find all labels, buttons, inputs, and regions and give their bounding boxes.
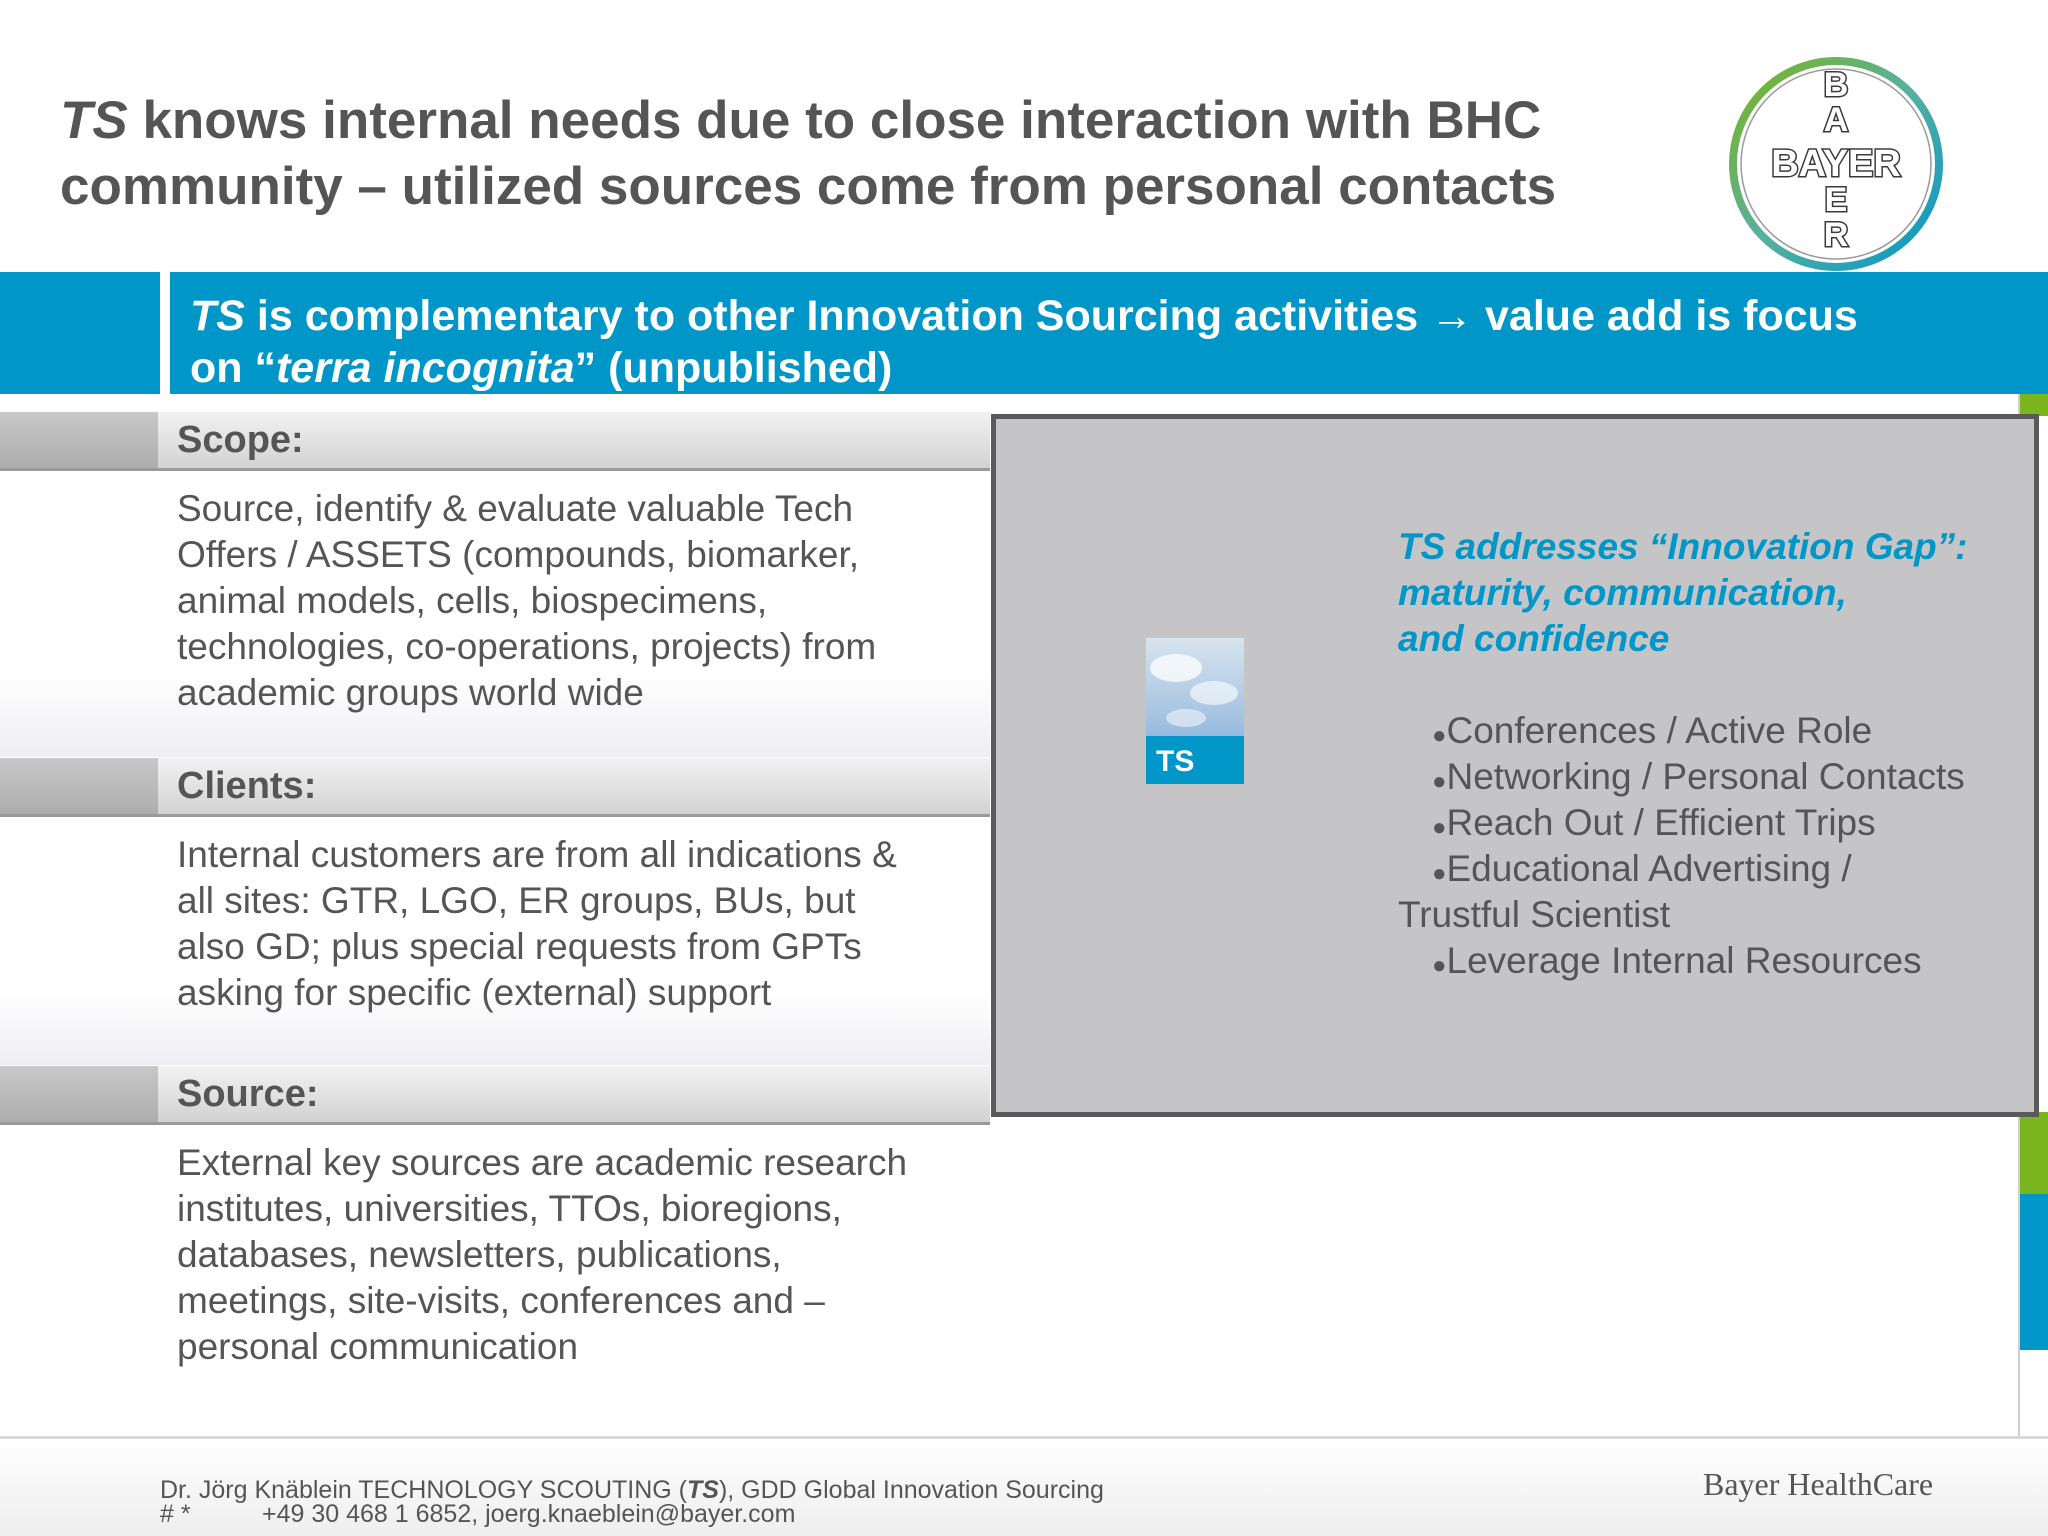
edge-accent-green [2020,1112,2048,1194]
banner-terra-incognita: terra incognita [275,344,575,392]
clients-line: Internal customers are from all indications & [177,834,897,875]
logo-word-bayer: BAYER [1771,143,1901,185]
title-line1: knows internal needs due to close interaction with BHC [127,91,1542,150]
banner-part2-post: ” (unpublished) [574,344,893,392]
scope-line: academic groups world wide [177,672,644,713]
footer-brand: Bayer HealthCare [1703,1466,1934,1502]
panel-heading [1398,524,2038,662]
source-label: Source: [177,1073,319,1115]
banner-left-block [0,272,160,394]
bayer-logo [1728,56,1944,272]
logo-letter-r: R [1823,216,1849,254]
source-line: personal communication [177,1326,579,1367]
logo-letter-e: E [1824,181,1848,219]
ts-box-label: TS [1156,745,1195,778]
banner-text [190,290,2010,394]
footer-contact: +49 30 468 1 6852, joerg.knaeblein@bayer.com [262,1500,796,1528]
panel-heading-line: and confidence [1398,618,1670,659]
scope-line: animal models, cells, biospecimens, [177,580,768,621]
panel-heading-line: maturity, communication, [1398,572,1847,613]
title-line2: community – utilized sources come from personal contacts [60,157,1557,216]
panel-bullet: ●Conferences / Active Role [1432,710,1873,751]
banner-part2-pre: on “ [190,344,276,392]
scope-line: Source, identify & evaluate valuable Tech [177,488,854,529]
clients-label: Clients: [177,765,317,807]
panel-bullet: ●Networking / Personal Contacts [1432,756,1965,797]
clients-header-tab [0,758,158,817]
footer-slide-number: # * [160,1500,191,1528]
title-ts: TS [60,91,128,150]
logo-letter-a: A [1823,101,1849,139]
logo-letter-b: B [1823,66,1849,104]
edge-accent-green-top [2020,394,2048,416]
panel-heading-line: TS addresses “Innovation Gap”: [1398,526,1968,567]
slide-title [60,88,1700,220]
clients-line: all sites: GTR, LGO, ER groups, BUs, but [177,880,856,921]
panel-bullet: ●Educational Advertising / [1432,848,1852,889]
ts-sky-icon [1146,638,1244,784]
source-line: External key sources are academic research [177,1142,908,1183]
scope-header-tab [0,412,158,471]
scope-text [177,486,977,716]
panel-bullet-continuation: Trustful Scientist [1398,894,1671,935]
footer-author: Dr. Jörg Knäblein TECHNOLOGY SCOUTING (TS), GDD Global Innovation Sourcing [160,1476,1104,1504]
banner-ts: TS [190,292,245,340]
panel-bullet: ●Leverage Internal Resources [1432,940,1922,981]
scope-line: Offers / ASSETS (compounds, biomarker, [177,534,860,575]
clients-line: asking for specific (external) support [177,972,772,1013]
scope-line: technologies, co-operations, projects) from [177,626,877,667]
source-header-tab [0,1066,158,1125]
scope-label: Scope: [177,419,304,461]
clients-text [177,832,977,1016]
source-text [177,1140,977,1370]
source-line: databases, newsletters, publications, [177,1234,782,1275]
clients-line: also GD; plus special requests from GPTs [177,926,862,967]
panel-bullet: ●Reach Out / Efficient Trips [1432,802,1876,843]
edge-accent-blue [2020,1194,2048,1350]
source-line: institutes, universities, TTOs, bioregions, [177,1188,842,1229]
source-line: meetings, site-visits, conferences and – [177,1280,825,1321]
banner-part1: is complementary to other Innovation Sourcing activities → value add is focus [244,292,1858,340]
